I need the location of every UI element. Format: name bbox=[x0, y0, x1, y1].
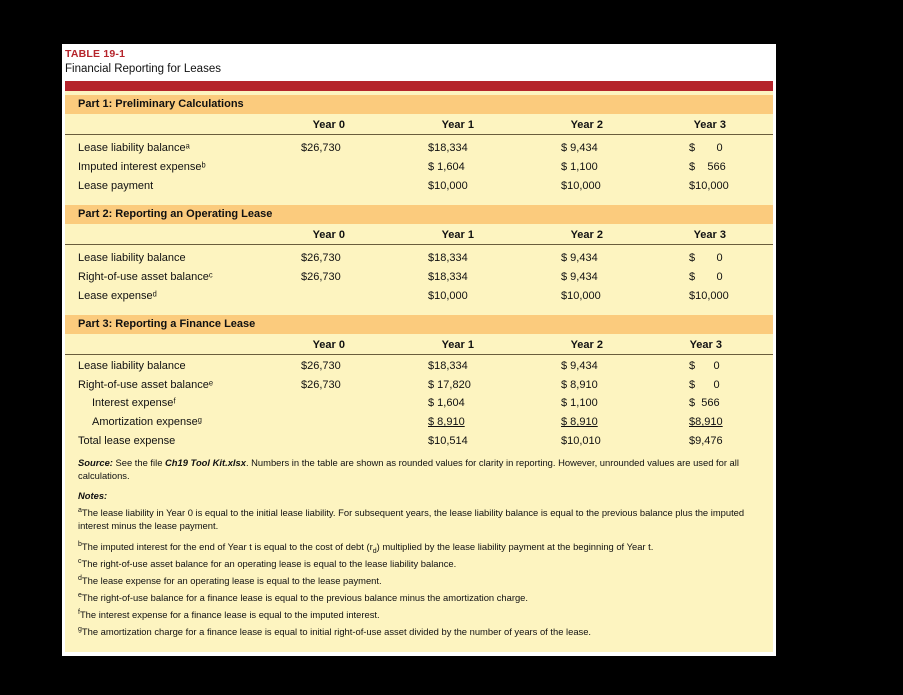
p1-row2-y2: $ 1,100 bbox=[561, 161, 598, 173]
p3-year0-header: Year 0 bbox=[312, 339, 345, 351]
p3-row3-y1: $ 1,604 bbox=[428, 397, 465, 409]
note-c-text: The right-of-use asset balance for an operating lease is equal to the lease liability balance. bbox=[81, 558, 457, 569]
part3-band bbox=[65, 315, 773, 334]
note-b bbox=[78, 541, 758, 558]
note-d-text: The lease expense for an operating lease is equal to the lease payment. bbox=[81, 575, 382, 586]
p3-row1-label: Lease liability balance bbox=[78, 360, 186, 372]
p2-year2-header: Year 2 bbox=[570, 229, 603, 241]
p1-row2-label: Imputed interest expenseᵇ bbox=[78, 161, 206, 173]
p1-row3-y1: $10,000 bbox=[428, 180, 468, 192]
p3-row4-label: Amortization expenseᵍ bbox=[92, 416, 202, 428]
p2-year0-header: Year 0 bbox=[312, 229, 345, 241]
p3-row1-y0: $26,730 bbox=[301, 360, 341, 372]
p3-row2-y2: $ 8,910 bbox=[561, 379, 598, 391]
note-a-text: The lease liability in Year 0 is equal to the initial lease liability. For subsequent years, the lease liability balance is equal to the previous balance plus the imputed interest minus the lease payment. bbox=[78, 507, 745, 531]
p3-year3-header: Year 3 bbox=[689, 339, 722, 351]
p2-row3-y3: $10,000 bbox=[689, 290, 729, 302]
source-post: . Numbers in the table are shown as rounded values for clarity in reporting. However, unrounded values are used for all calculations. bbox=[78, 457, 739, 481]
note-b-marker: b bbox=[78, 540, 82, 548]
p2-row2-label: Right-of-use asset balanceᶜ bbox=[78, 271, 213, 283]
p1-header-rule bbox=[65, 134, 773, 135]
p2-row2-y1: $18,334 bbox=[428, 271, 468, 283]
note-f-marker: f bbox=[78, 608, 80, 616]
table-body bbox=[65, 91, 773, 652]
note-d-marker: d bbox=[78, 574, 82, 582]
note-b-text-2: ) multiplied by the lease liability payment at the beginning of Year t. bbox=[376, 541, 654, 552]
source-note bbox=[78, 457, 758, 482]
p3-row1-y1: $18,334 bbox=[428, 360, 468, 372]
p1-row2-y3: $ 566 bbox=[689, 161, 726, 173]
p2-year1-header: Year 1 bbox=[441, 229, 474, 241]
note-e-marker: e bbox=[78, 591, 82, 599]
p3-row4-y3: $8,910 bbox=[689, 416, 723, 428]
p1-row3-y3: $10,000 bbox=[689, 180, 729, 192]
p3-year2-header: Year 2 bbox=[570, 339, 603, 351]
note-g-text: The amortization charge for a finance lease is equal to initial right-of-use asset divided by the number of years of the lease. bbox=[81, 626, 592, 637]
p1-row1-y0: $26,730 bbox=[301, 142, 341, 154]
p3-row5-y1: $10,514 bbox=[428, 435, 468, 447]
note-a-marker: a bbox=[78, 506, 82, 514]
table-number: TABLE 19-1 bbox=[65, 48, 126, 60]
part2-band bbox=[65, 205, 773, 224]
note-c-marker: c bbox=[78, 557, 82, 565]
source-file: Ch19 Tool Kit.xlsx bbox=[165, 457, 246, 468]
note-f bbox=[78, 609, 758, 622]
note-e bbox=[78, 592, 758, 605]
p2-row2-y3: $ 0 bbox=[689, 271, 723, 283]
p3-row5-y2: $10,010 bbox=[561, 435, 601, 447]
p3-row2-y3: $ 0 bbox=[689, 379, 720, 391]
source-pre: See the file bbox=[112, 457, 166, 468]
p2-row1-y1: $18,334 bbox=[428, 252, 468, 264]
p3-row3-y2: $ 1,100 bbox=[561, 397, 598, 409]
p3-row1-y3: $ 0 bbox=[689, 360, 720, 372]
p1-year1-header: Year 1 bbox=[441, 119, 474, 131]
p3-row2-y1: $ 17,820 bbox=[428, 379, 471, 391]
p2-row3-label: Lease expenseᵈ bbox=[78, 290, 157, 302]
note-b-text-1: The imputed interest for the end of Year t is equal to the cost of debt (r bbox=[81, 541, 373, 552]
p3-row4-y2: $ 8,910 bbox=[561, 416, 598, 428]
p3-row2-y0: $26,730 bbox=[301, 379, 341, 391]
p1-row3-label: Lease payment bbox=[78, 180, 154, 192]
p1-row1-y2: $ 9,434 bbox=[561, 142, 598, 154]
source-label: Source: bbox=[78, 457, 113, 468]
part3-title: Part 3: Reporting a Finance Lease bbox=[78, 318, 256, 330]
note-g bbox=[78, 626, 758, 639]
part2-title: Part 2: Reporting an Operating Lease bbox=[78, 208, 273, 220]
p3-year1-header: Year 1 bbox=[441, 339, 474, 351]
p2-row1-label: Lease liability balance bbox=[78, 252, 186, 264]
p2-row2-y2: $ 9,434 bbox=[561, 271, 598, 283]
p1-year3-header: Year 3 bbox=[693, 119, 726, 131]
p1-row1-y1: $18,334 bbox=[428, 142, 468, 154]
note-b-subscript: d bbox=[372, 547, 377, 555]
p2-row1-y3: $ 0 bbox=[689, 252, 723, 264]
p1-row1-label: Lease liability balanceᵃ bbox=[78, 142, 190, 154]
p1-row1-y3: $ 0 bbox=[689, 142, 723, 154]
note-f-text: The interest expense for a finance lease is equal to the imputed interest. bbox=[79, 609, 380, 620]
p2-row1-y0: $26,730 bbox=[301, 252, 341, 264]
p3-row1-y2: $ 9,434 bbox=[561, 360, 598, 372]
p2-row2-y0: $26,730 bbox=[301, 271, 341, 283]
note-c bbox=[78, 558, 758, 571]
p3-row5-label: Total lease expense bbox=[78, 435, 176, 447]
header-accent-bar bbox=[65, 81, 773, 91]
p2-header-rule bbox=[65, 244, 773, 245]
p3-header-rule bbox=[65, 354, 773, 355]
notes-label: Notes: bbox=[78, 490, 108, 501]
p2-row3-y1: $10,000 bbox=[428, 290, 468, 302]
p3-row3-y3: $ 566 bbox=[689, 397, 720, 409]
note-e-text: The right-of-use balance for a finance lease is equal to the previous balance minus the amortization charge. bbox=[81, 592, 528, 603]
p1-row2-y1: $ 1,604 bbox=[428, 161, 465, 173]
p1-row3-y2: $10,000 bbox=[561, 180, 601, 192]
p2-row3-y2: $10,000 bbox=[561, 290, 601, 302]
p1-year0-header: Year 0 bbox=[312, 119, 345, 131]
p2-row1-y2: $ 9,434 bbox=[561, 252, 598, 264]
p3-row4-y1: $ 8,910 bbox=[428, 416, 465, 428]
table-sheet bbox=[62, 44, 776, 656]
part1-band bbox=[65, 95, 773, 114]
p3-row2-label: Right-of-use asset balanceᵉ bbox=[78, 379, 213, 391]
p3-row5-y3: $9,476 bbox=[689, 435, 723, 447]
p2-year3-header: Year 3 bbox=[693, 229, 726, 241]
p1-year2-header: Year 2 bbox=[570, 119, 603, 131]
table-title: Financial Reporting for Leases bbox=[65, 63, 221, 75]
part1-title: Part 1: Preliminary Calculations bbox=[78, 98, 244, 110]
note-g-marker: g bbox=[78, 625, 82, 633]
p3-row3-label: Interest expenseᶠ bbox=[92, 397, 176, 409]
note-a bbox=[78, 507, 758, 532]
note-d bbox=[78, 575, 758, 588]
